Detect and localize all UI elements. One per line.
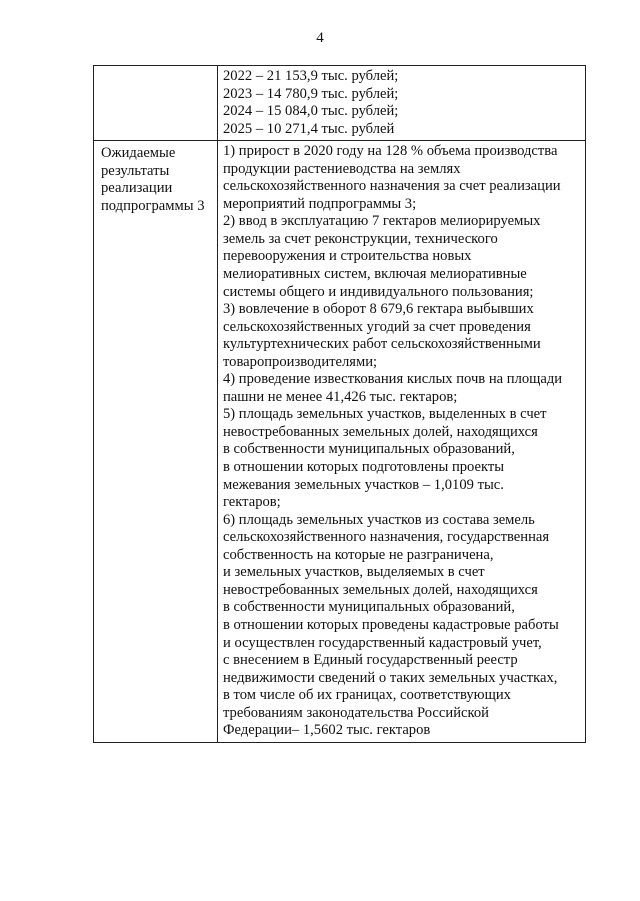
result-line: 2) ввод в эксплуатацию 7 гектаров мелиорируемых — [223, 213, 541, 230]
subprogram-table — [93, 65, 586, 743]
result-line: Федерации– 1,5602 тыс. гектаров — [223, 722, 431, 739]
result-line: 4) проведение известкования кислых почв на площади — [223, 371, 563, 388]
row-label-cell — [94, 66, 218, 141]
result-line: сельскохозяйственного назначения за счет реализации — [223, 178, 561, 195]
result-line: перевооружения и строительства новых — [223, 248, 472, 265]
funding-by-year-row — [94, 66, 586, 141]
result-line: в собственности муниципальных образований, — [223, 441, 515, 458]
result-line: в том числе об их границах, соответствующих — [223, 687, 511, 704]
expected-results-cell — [218, 141, 586, 743]
result-line: системы общего и индивидуального пользования; — [223, 283, 534, 300]
result-line: невостребованных земельных долей, находящихся — [223, 423, 538, 440]
row-label-line: реализации — [101, 180, 173, 197]
row-label-cell — [94, 141, 218, 743]
result-line: сельскохозяйственных угодий за счет проведения — [223, 318, 531, 335]
row-label-line: подпрограммы 3 — [101, 197, 205, 214]
funding-line: 2023 – 14 780,9 тыс. рублей; — [223, 85, 399, 102]
result-line: товаропроизводителями; — [223, 353, 378, 370]
result-line: невостребованных земельных долей, находящихся — [223, 581, 538, 598]
result-line: и земельных участков, выделяемых в счет — [223, 564, 485, 581]
result-line: продукции растениеводства на землях — [223, 160, 461, 177]
result-line: пашни не менее 41,426 тыс. гектаров; — [223, 388, 458, 405]
funding-line: 2022 – 21 153,9 тыс. рублей; — [223, 68, 399, 84]
result-line: 6) площадь земельных участков из состава земель — [223, 511, 535, 528]
result-line: сельскохозяйственного назначения, государственная — [223, 529, 550, 546]
result-line: гектаров; — [223, 494, 281, 511]
result-line: межевания земельных участков – 1,0109 тыс. — [223, 476, 504, 493]
result-line: 5) площадь земельных участков, выделенных в счет — [223, 406, 547, 423]
row-label-line: результаты — [101, 162, 170, 179]
result-line: культуртехнических работ сельскохозяйственными — [223, 336, 541, 353]
result-line: собственность на которые не разграничена, — [223, 546, 494, 563]
row-label-line: Ожидаемые — [101, 145, 176, 162]
result-line: в отношении которых проведены кадастровые работы — [223, 616, 559, 633]
result-line: и осуществлен государственный кадастровый учет, — [223, 634, 542, 651]
funding-years-cell — [218, 66, 586, 141]
result-line: в собственности муниципальных образований, — [223, 599, 515, 616]
result-line: требованиям законодательства Российской — [223, 704, 489, 721]
expected-results-row — [94, 141, 586, 743]
result-line: 3) вовлечение в оборот 8 679,6 гектара выбывших — [223, 301, 534, 318]
result-line: мелиоративных систем, включая мелиоративные — [223, 266, 527, 283]
funding-line: 2024 – 15 084,0 тыс. рублей; — [223, 103, 399, 120]
result-line: мероприятий подпрограммы 3; — [223, 195, 417, 212]
result-line: земель за счет реконструкции, технического — [223, 230, 498, 247]
result-line: недвижимости сведений о таких земельных участках, — [223, 669, 558, 686]
result-line: с внесением в Единый государственный реестр — [223, 652, 518, 669]
result-line: в отношении которых подготовлены проекты — [223, 459, 505, 476]
result-line: 1) прирост в 2020 году на 128 % объема производства — [223, 143, 558, 160]
funding-line: 2025 – 10 271,4 тыс. рублей — [223, 120, 395, 137]
page-number: 4 — [316, 30, 324, 46]
